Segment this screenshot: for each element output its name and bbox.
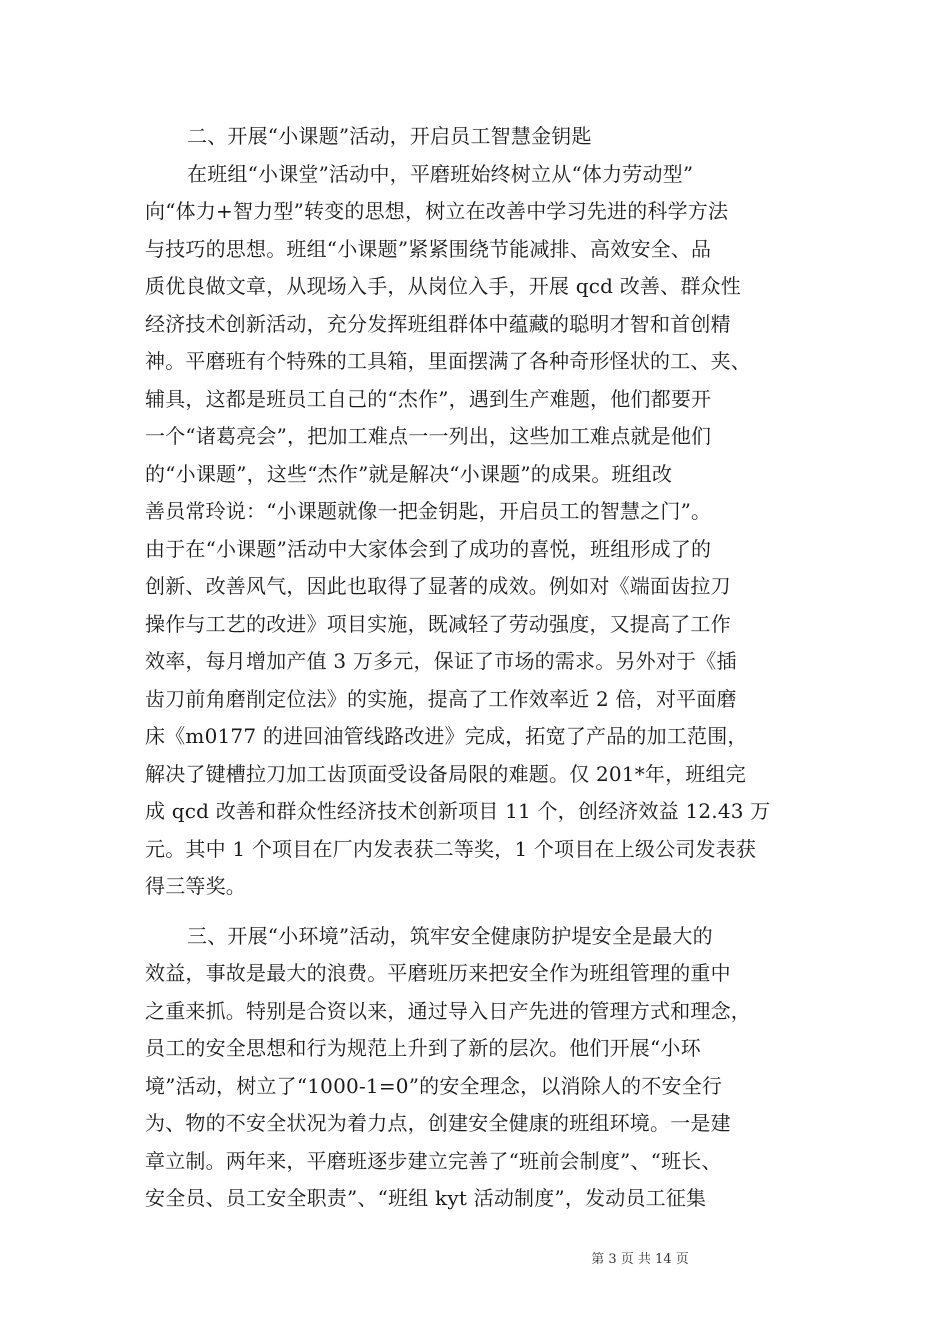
paragraph-line: 效益，事故是最大的浪费。平磨班历来把安全作为班组管理的重中 — [145, 961, 731, 985]
paragraph-line: 员工的安全思想和行为规范上升到了新的层次。他们开展“小环 — [145, 1036, 701, 1060]
paragraph-line: 与技巧的思想。班组“小课题”紧紧围绕节能减排、高效安全、品 — [145, 236, 712, 261]
paragraph-line: 效率，每月增加产值 3 万多元，保证了市场的需求。另外对于《插 — [145, 649, 737, 673]
section-heading: 三、开展“小环境”活动，筑牢安全健康防护堤安全是最大的 — [187, 923, 713, 948]
paragraph-gap — [145, 906, 810, 918]
paragraph-line: 由于在“小课题”活动中大家体会到了成功的喜悦，班组形成了的 — [145, 536, 712, 561]
paragraph-line: 境”活动，树立了“1000-1=0”的安全理念，以消除人的不安全行 — [145, 1073, 723, 1098]
paragraph-line: 神。平磨班有个特殊的工具箱，里面摆满了各种奇形怪状的工、夹、 — [145, 349, 751, 373]
paragraph-line: 一个“诸葛亮会”，把加工难点一一列出，这些加工难点就是他们 — [145, 424, 712, 448]
paragraph-line: 为、物的不安全状况为着力点，创建安全健康的班组环境。一是建 — [145, 1111, 731, 1135]
paragraph-line: 在班组“小课堂”活动中，平磨班始终树立从“体力劳动型” — [187, 161, 694, 186]
paragraph-line: 经济技术创新活动，充分发挥班组群体中蕴藏的聪明才智和首创精 — [145, 311, 731, 336]
paragraph-line: 得三等奖。 — [145, 874, 246, 898]
section-heading: 二、开展“小课题”活动，开启员工智慧金钥匙 — [187, 124, 592, 148]
paragraph-line: 创新、改善风气，因此也取得了显著的成效。例如对《端面齿拉刀 — [145, 574, 731, 598]
paragraph-line: 齿刀前角磨削定位法》的实施，提高了工作效率近 2 倍，对平面磨 — [145, 686, 737, 711]
paragraph-line: 章立制。两年来，平磨班逐步建立完善了“班前会制度”、“班长、 — [145, 1148, 722, 1173]
paragraph-line: 操作与工艺的改进》项目实施，既减轻了劳动强度，又提高了工作 — [145, 611, 731, 636]
paragraph-line: 质优良做文章，从现场入手，从岗位入手，开展 qcd 改善、群众性 — [145, 274, 741, 298]
paragraph-line: 之重来抓。特别是合资以来，通过导入日产先进的管理方式和理念， — [145, 998, 751, 1023]
body-text — [145, 118, 810, 1218]
paragraph-line: 善员常玲说：“小课题就像一把金钥匙，开启员工的智慧之门”。 — [145, 499, 712, 523]
paragraph-line: 成 qcd 改善和群众性经济技术创新项目 11 个，创经济效益 12.43 万 — [145, 799, 771, 823]
paragraph-line: 元。其中 1 个项目在厂内发表获二等奖，1 个项目在上级公司发表获 — [145, 836, 757, 861]
paragraph-line: 解决了键槽拉刀加工齿顶面受设备局限的难题。仅 201*年，班组完 — [145, 761, 746, 786]
page-number: 第 3 页 共 14 页 — [591, 1252, 689, 1267]
paragraph-line: 辅具，这都是班员工自己的“杰作”，遇到生产难题，他们都要开 — [145, 386, 712, 411]
paragraph-line: 向“体力+智力型”转变的思想，树立在改善中学习先进的科学方法 — [145, 199, 729, 223]
paragraph-line: 的“小课题”，这些“杰作”就是解决“小课题”的成果。班组改 — [145, 461, 673, 486]
paragraph-line: 安全员、员工安全职责”、“班组 kyt 活动制度”，发动员工征集 — [145, 1186, 707, 1210]
paragraph-line: 床《m0177 的进回油管线路改进》完成，拓宽了产品的加工范围， — [145, 724, 748, 748]
